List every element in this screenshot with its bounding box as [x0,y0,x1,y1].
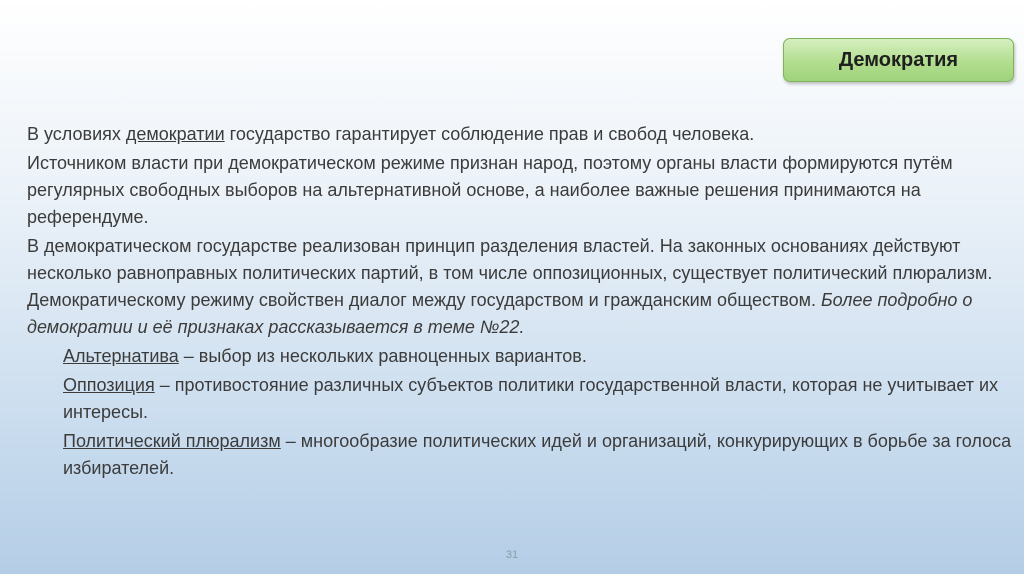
paragraph-3-text: В демократическом государстве реализован принцип разделения властей. На законных основаниях действуют несколько равноправных политических партий, в том числе оппозиционных, существует политический плюрализм. Демократическому режиму свойствен диалог между государством и гражданским обществом. [27,236,993,310]
definition-text: – выбор из нескольких равноценных вариантов. [178,346,587,366]
slide-content [27,121,1017,484]
slide-number: 31 [505,549,519,561]
definition-1 [27,343,1017,370]
paragraph-3 [27,233,1017,341]
definition-2 [27,372,1017,426]
term-democracy: демократии [125,124,225,144]
definition-term: Оппозиция [63,375,155,395]
paragraph-3-italic: Более подробно о демократии и её признаках рассказывается в теме №22. [27,290,973,337]
paragraph-2: Источником власти при демократическом режиме признан народ, поэтому органы власти формируются путём регулярных свободных выборов на альтернативной основе, а наиболее важные решения принимаются на референдуме. [27,153,953,227]
definition-3 [27,428,1017,482]
title-badge [783,38,1014,82]
definition-text: – многообразие политических идей и организаций, конкурирующих в борьбе за голоса избирателей. [63,431,1012,478]
definition-term: Альтернатива [63,346,179,366]
slide-title: Демократия [838,48,959,71]
definition-term: Политический плюрализм [63,431,281,451]
paragraph-1-post: государство гарантирует соблюдение прав и свобод человека. [224,124,755,144]
definition-text: – противостояние различных субъектов политики государственной власти, которая не учитывает их интересы. [63,375,999,422]
paragraph-1 [27,121,1017,148]
paragraph-1-pre: В условиях [27,124,126,144]
